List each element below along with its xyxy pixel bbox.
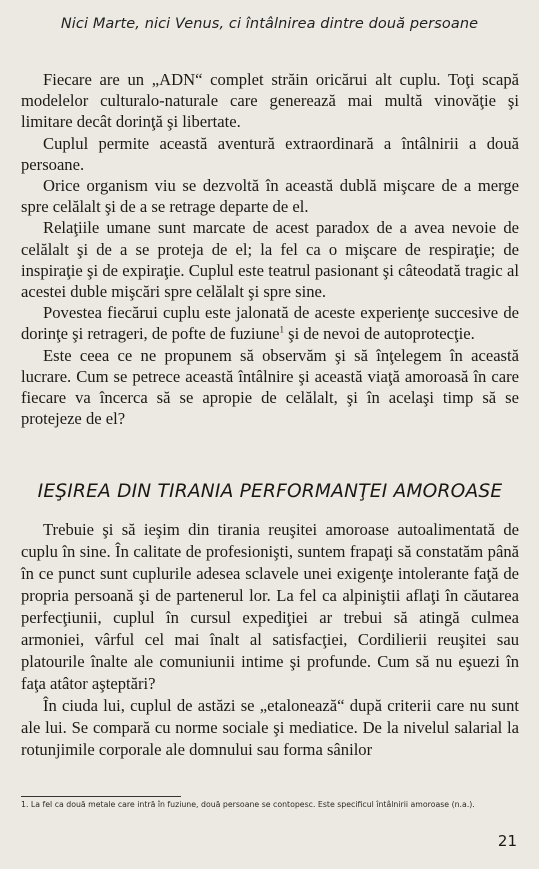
paragraph: Fiecare are un „ADN“ complet străin oricărui alt cuplu. Toţi scapă modelelor culturalo-naturale care generează mai multă vinovăţie şi limitare decât dorinţă şi libertate. <box>21 70 519 132</box>
paragraph-with-footnote <box>21 302 519 344</box>
paragraph: Trebuie şi să ieşim din tirania reuşitei amoroase autoalimentată de cuplu în sine. În calitate de profesionişti, suntem frapaţi să constatăm până în ce punct sunt cuplurile adesea sclavele unei exigenţe intolerante faţă de propria persoană şi de partenerul lor. La fel ca alpiniştii aflaţi în căutarea perfecţiunii, cuplul în cursul expediţiei ar trebui să atingă culmea armoniei, vârful cel mai înalt al satisfacţiei, Cordilierii reuşitei sau platourile înalte ale comuniunii intime şi profunde. Cum să nu eşuezi în faţa atâtor aşteptări? <box>21 520 519 693</box>
paragraph-text: şi de nevoi de autoprotecţie. <box>283 324 475 344</box>
footnote: 1. La fel ca două metale care intră în fuziune, două persoane se contopesc. Este specificul întâlnirii amoroase (n.a.). <box>21 800 475 809</box>
paragraph-text: Povestea fiecărui cuplu este jalonată de aceste experienţe succesive de dorinţe şi retrageri, de pofte de fuziune <box>21 303 519 344</box>
running-header: Nici Marte, nici Venus, ci întâlnirea dintre două persoane <box>60 16 479 32</box>
paragraph: În ciuda lui, cuplul de astăzi se „etalonează“ după criterii care nu sunt ale lui. Se compară cu norme sociale şi mediatice. De la nivelul salarial la rotunjimile corporale ale domnului sau forma sânilor <box>21 696 519 759</box>
paragraph: Relaţiile umane sunt marcate de acest paradox de a avea nevoie de celălalt şi de a se proteja de el; la fel ca o mişcare de respiraţie; de inspiraţie şi de expiraţie. Cuplul este teatrul pasionant şi câteodată tragic al acestei duble mişcări spre celălalt şi spre sine. <box>21 218 519 302</box>
page-number: 21 <box>497 832 517 850</box>
section-heading: IEŞIREA DIN TIRANIA PERFORMANŢEI AMOROASE <box>37 481 503 502</box>
paragraph: Este ceea ce ne propunem să observăm şi să înţelegem în această lucrare. Cum se petrece această întâlnire şi această viaţă amoroasă în care fiecare va încerca să se apropie de celălalt, şi în acelaşi timp să se protejeze de el? <box>21 345 519 429</box>
paragraph: Orice organism viu se dezvoltă în această dublă mişcare de a merge spre celălalt şi de a se retrage departe de el. <box>21 176 519 217</box>
footnote-divider <box>21 796 181 797</box>
footnote-mark: 1 <box>279 324 284 335</box>
paragraph: Cuplul permite această aventură extraordinară a întâlnirii a două persoane. <box>21 133 519 174</box>
section-text <box>21 519 519 761</box>
intro-text <box>21 69 519 429</box>
